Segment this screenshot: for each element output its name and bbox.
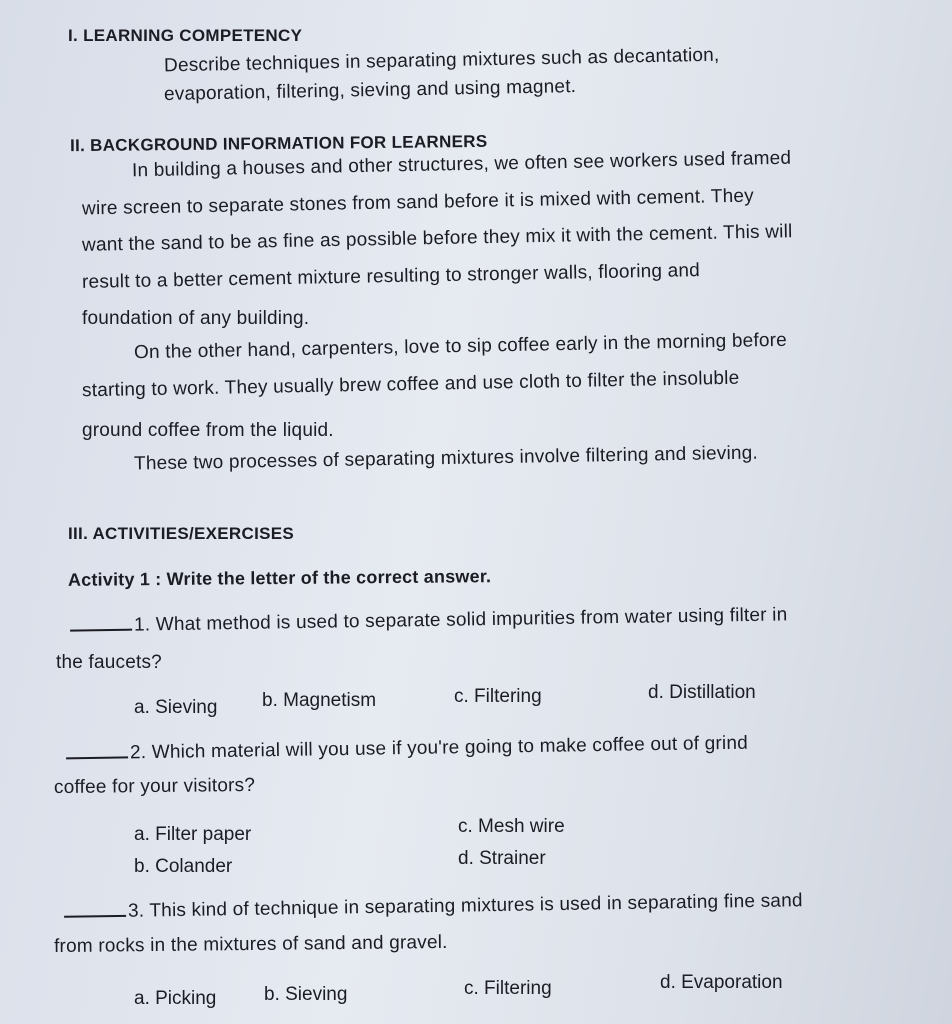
section-heading-activities: III. ACTIVITIES/EXERCISES (68, 524, 295, 543)
question-2 (66, 733, 748, 766)
background-line-5: foundation of any building. (82, 308, 310, 329)
question-3-continuation: from rocks in the mixtures of sand and gravel. (53, 931, 448, 958)
q3-option-d: d. Evaporation (660, 972, 783, 993)
q1-option-c: c. Filtering (454, 686, 542, 707)
background-line-4: result to a better cement mixture resulting to stronger walls, flooring and (81, 260, 701, 293)
question-2-continuation: coffee for your visitors? (53, 774, 256, 799)
question-1-text: 1. What method is used to separate solid impurities from water using filter in (133, 604, 788, 636)
answer-blank-1[interactable] (70, 615, 132, 632)
background-line-1: In building a houses and other structures, we often see workers used framed (131, 147, 792, 182)
competency-line-1: Describe techniques in separating mixtures such as decantation, (163, 44, 720, 77)
answer-blank-2[interactable] (66, 742, 128, 759)
background-line-6: On the other hand, carpenters, love to sip coffee early in the morning before (133, 329, 788, 364)
q1-option-d: d. Distillation (648, 682, 756, 703)
competency-line-2: evaporation, filtering, sieving and using magnet. (163, 76, 577, 105)
section-heading-background: II. BACKGROUND INFORMATION FOR LEARNERS (69, 131, 488, 156)
q3-option-b: b. Sieving (264, 984, 348, 1005)
background-line-2: wire screen to separate stones from sand before it is mixed with cement. They (81, 185, 755, 220)
q1-option-b: b. Magnetism (262, 690, 377, 711)
q2-option-d: d. Strainer (458, 848, 546, 869)
q3-option-c: c. Filtering (464, 978, 552, 999)
background-line-3: want the sand to be as fine as possible before they mix it with the cement. This will (81, 221, 793, 256)
q2-option-a: a. Filter paper (134, 824, 252, 845)
answer-blank-3[interactable] (64, 901, 126, 918)
background-line-7: starting to work. They usually brew coffee and use cloth to filter the insoluble (81, 367, 740, 402)
section-heading-learning-competency: I. LEARNING COMPETENCY (68, 26, 303, 45)
q3-option-a: a. Picking (134, 988, 217, 1009)
question-3 (64, 890, 803, 924)
q2-option-c: c. Mesh wire (458, 816, 565, 837)
question-2-text: 2. Which material will you use if you're going to make coffee out of grind (129, 732, 749, 764)
background-line-8: ground coffee from the liquid. (82, 420, 334, 441)
q2-option-b: b. Colander (134, 856, 233, 877)
question-1 (70, 604, 788, 637)
question-3-text: 3. This kind of technique in separating mixtures is used in separating fine sand (127, 890, 803, 922)
question-1-continuation: the faucets? (56, 652, 162, 673)
background-line-9: These two processes of separating mixtures involve filtering and sieving. (133, 442, 759, 475)
q1-option-a: a. Sieving (134, 697, 218, 718)
activity-instruction: Activity 1 : Write the letter of the correct answer. (67, 566, 492, 590)
